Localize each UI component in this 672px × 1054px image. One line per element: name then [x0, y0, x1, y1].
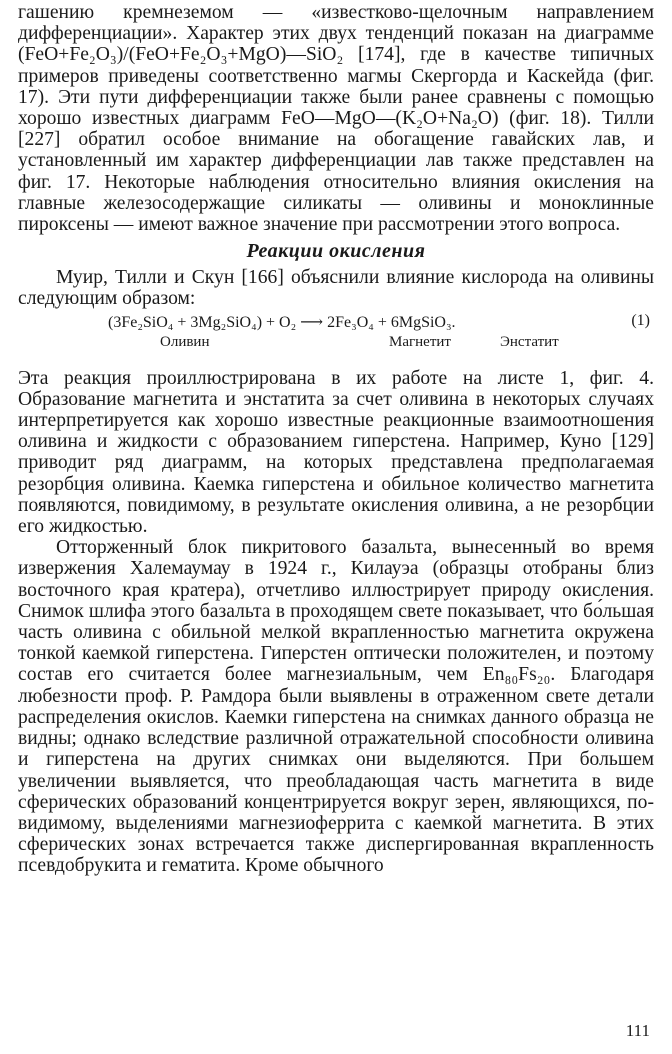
- paragraph-4: Отторженный блок пикритового базальта, вынесенный во время извержения Халемаумау в 1924 г., Килауэа (образцы отобраны близ восточного края кратера), отчетливо иллюстрирует природу окисления. Снимок шлифа этого базальта в проходящем свете показывает, что бо́льшая часть оливина с обильной мелкой вкрапленностью магнетита окружена тонкой каемкой гиперстена. Гиперстен оптически положителен, и поэтому состав его считается более магнезиальным, чем En₈₀Fs₂₀. Благодаря любезности проф. Р. Рамдора были выявлены в отраженном свете детали распределения окислов. Каемки гиперстена на снимках данного образца не видны; однако вследствие различной отражательной способности оливина и гиперстена на других снимках они выделяются. При большем увеличении выявляется, что преобладающая часть магнетита в виде сферических образований концентрируется вокруг зерен, являющихся, по-видимому, выделениями магнезиоферрита с каемкой магнетита. В этих сферических зонах встречается также диспергированная вкрапленность псевдобрукита и гематита. Кроме обычного: [18, 537, 654, 877]
- equation-number: (1): [631, 311, 650, 329]
- reaction-equation: (3Fe₂SiO₄ + 3Mg₂SiO₄) + O₂ ⟶ 2Fe₃O₄ + 6MgSiO₃.: [108, 313, 456, 331]
- label-enstatite: Энстатит: [500, 333, 559, 350]
- equation-block: [18, 310, 654, 368]
- label-magnetite: Магнетит: [389, 333, 451, 350]
- page-content: [18, 2, 654, 877]
- label-olivine: Оливин: [160, 333, 210, 350]
- paragraph-2: Муир, Тилли и Скун [166] объяснили влияние кислорода на оливины следующим образом:: [18, 267, 654, 310]
- section-heading: Реакции окисления: [246, 240, 426, 263]
- paragraph-1: гашению кремнеземом — «известково-щелочным направлением дифференциации». Характер этих двух тенденций показан на диаграмме (FeO+Fe₂O₃)/(FeO+Fe₂O₃+MgO)—SiO₂ [174], где в качестве типичных примеров приведены соответственно магмы Скергорда и Каскейда (фиг. 17). Эти пути дифференциации также были ранее сравнены с помощью хорошо известных диаграмм FeO—MgO—(K₂O+Na₂O) (фиг. 18). Тилли [227] обратил особое внимание на обогащение гавайских лав, и установленный им характер дифференциации лав также представлен на фиг. 17. Некоторые наблюдения относительно влияния окисления на главные железосодержащие силикаты — оливины и моноклинные пироксены — имеют важное значение при рассмотрении этого вопроса.: [18, 2, 654, 236]
- page-number: 111: [625, 1021, 650, 1040]
- paragraph-3: Эта реакция проиллюстрирована в их работе на листе 1, фиг. 4. Образование магнетита и энстатита за счет оливина в некоторых случаях интерпретируется как хорошо известные реакционные взаимоотношения оливина и жидкости с образованием гиперстена. Например, Куно [129] приводит ряд диаграмм, на которых представлена предполагаемая резорбция оливина. Каемка гиперстена и обильное количество магнетита появляются, повидимому, в результате окисления оливина, а не резорбции его жидкостью.: [18, 367, 654, 538]
